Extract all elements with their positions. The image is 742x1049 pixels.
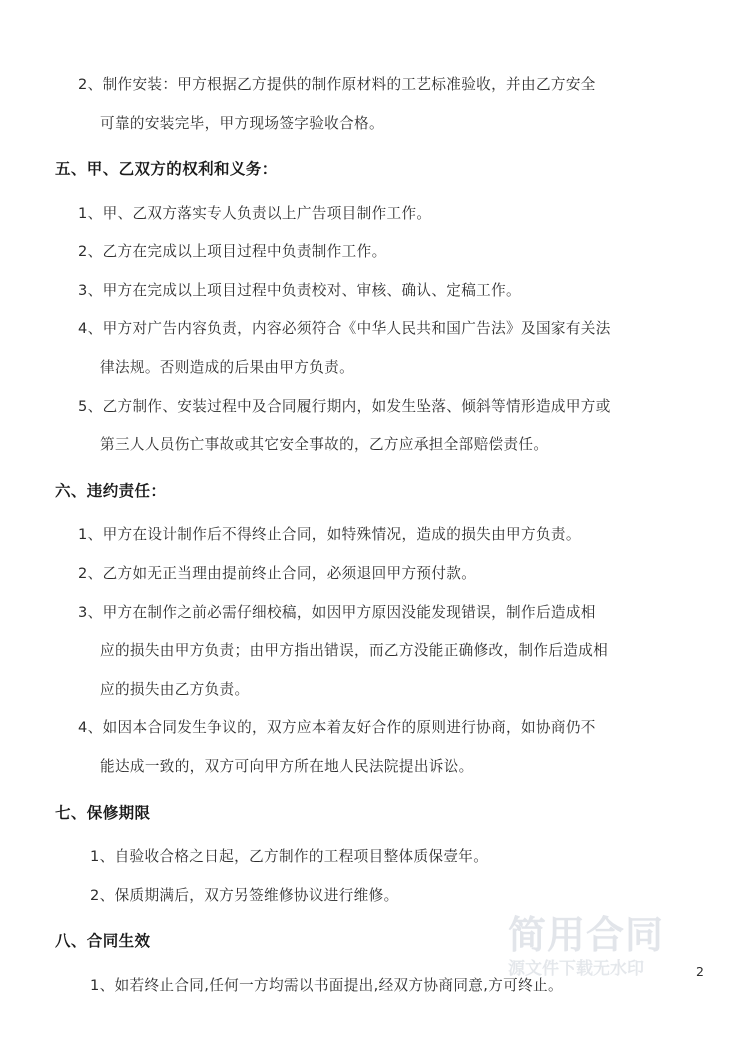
numbered-item: 2、制作安装：甲方根据乙方提供的制作原材料的工艺标准验收，并由乙方安全 (78, 76, 596, 93)
watermark-sub-text: 源文件下载无水印 (508, 959, 644, 979)
numbered-item: 3、甲方在完成以上项目过程中负责校对、审核、确认、定稿工作。 (78, 281, 522, 299)
numbered-item: 1、如若终止合同,任何一方均需以书面提出,经双方协商同意,方可终止。 (90, 976, 563, 994)
paragraph-continuation-line: 律法规。否则造成的后果由甲方负责。 (100, 359, 355, 377)
section-heading: 五、甲、乙双方的权利和义务： (55, 160, 278, 179)
paragraph-continuation-line: 应的损失由甲方负责；由甲方指出错误，而乙方没能正确修改，制作后造成相 (100, 642, 609, 660)
paragraph-continuation-line: 应的损失由乙方负责。 (100, 680, 250, 698)
section-heading: 六、违约责任： (55, 481, 167, 500)
numbered-item: 1、甲、乙双方落实专人负责以上广告项目制作工作。 (78, 204, 432, 222)
page-number: 2 (696, 964, 704, 979)
paragraph-continuation-line: 第三人人员伤亡事故或其它安全事故的，乙方应承担全部赔偿责任。 (100, 436, 549, 454)
numbered-item: 1、甲方在设计制作后不得终止合同，如特殊情况，造成的损失由甲方负责。 (78, 526, 581, 544)
section-heading: 七、保修期限 (55, 803, 151, 822)
numbered-item: 4、如因本合同发生争议的，双方应本着友好合作的原则进行协商，如协商仍不 (78, 719, 596, 737)
numbered-item: 2、乙方如无正当理由提前终止合同，必须退回甲方预付款。 (78, 564, 477, 582)
watermark-main-text: 简用合同 (508, 913, 665, 957)
numbered-item: 5、乙方制作、安装过程中及合同履行期内，如发生坠落、倾斜等情形造成甲方或 (78, 397, 611, 415)
paragraph-continuation-line: 能达成一致的，双方可向甲方所在地人民法院提出诉讼。 (100, 757, 474, 775)
numbered-item: 2、乙方在完成以上项目过程中负责制作工作。 (78, 243, 387, 261)
numbered-item: 1、自验收合格之日起，乙方制作的工程项目整体质保壹年。 (90, 848, 489, 865)
numbered-item: 2、保质期满后，双方另签维修协议进行维修。 (90, 886, 399, 904)
numbered-item: 3、甲方在制作之前必需仔细校稿，如因甲方原因没能发现错误，制作后造成相 (78, 603, 596, 621)
paragraph-continuation-line: 可靠的安装完毕，甲方现场签字验收合格。 (100, 114, 384, 132)
section-heading: 八、合同生效 (55, 932, 151, 951)
numbered-item: 4、甲方对广告内容负责，内容必须符合《中华人民共和国广告法》及国家有关法 (78, 320, 611, 338)
